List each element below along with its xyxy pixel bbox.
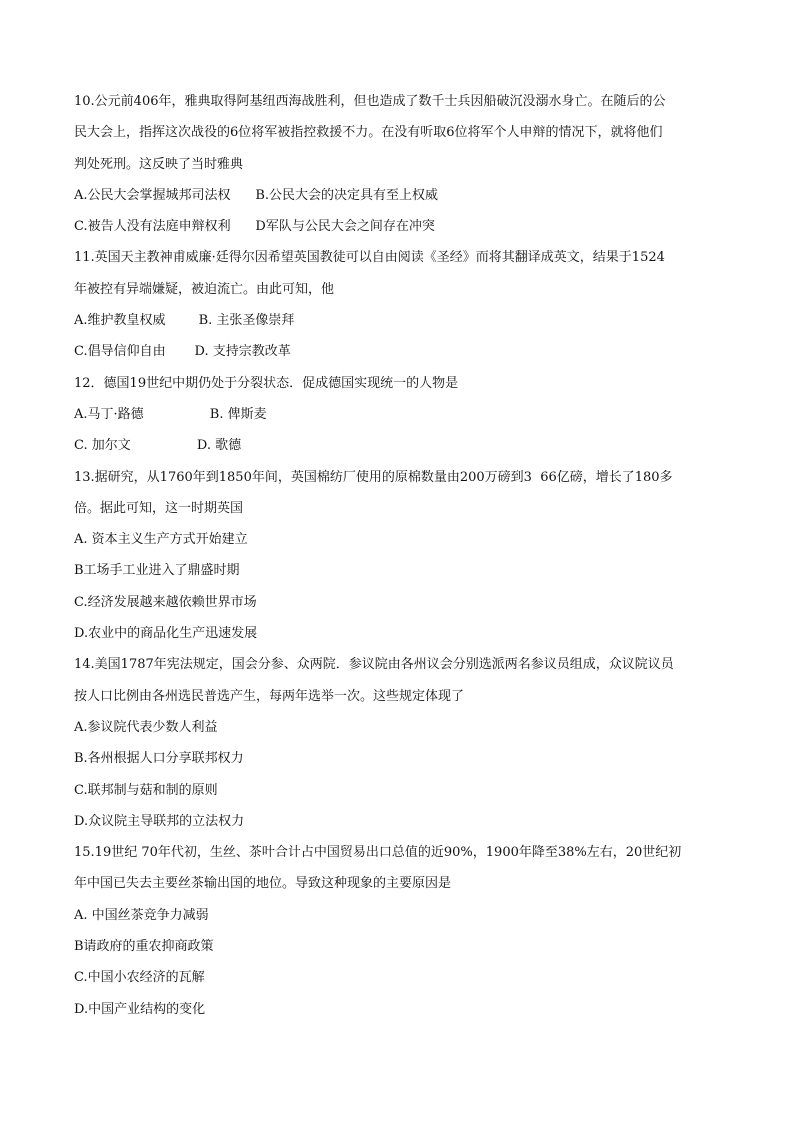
q10-options-cd: C.被告人没有法庭申辩权利 D军队与公民大会之间存在冲突 xyxy=(74,219,435,235)
q11-options-cd: C.倡导信仰自由 D. 支持宗教改革 xyxy=(74,344,291,360)
q11-stem-line2: 年被控有异端嫌疑，被迫流亡。由此可知，他 xyxy=(74,281,335,297)
q15-option-d: D.中国产业结构的变化 xyxy=(74,1001,206,1017)
q15-stem-line2: 年中国已失去主要丝茶输出国的地位。导致这种现象的主要原因是 xyxy=(74,876,452,892)
q12-options-ab: A.马丁·路德 B. 俾斯麦 xyxy=(74,406,267,422)
q13-option-a: A. 资本主义生产方式开始建立 xyxy=(74,532,248,548)
q11-options-ab: A.维护教皇权威 B. 主张圣像崇拜 xyxy=(74,313,295,329)
q15-stem-line1: 15.19世纪 70年代初，生丝、茶叶合计占中国贸易出口总值的近90%，1900年降至38%左右，20世纪初 xyxy=(74,845,682,861)
q13-option-d: D.农业中的商品化生产迅速发展 xyxy=(74,626,258,642)
q10-options-ab: A.公民大会掌握城邦司法权 B.公民大会的决定具有至上权威 xyxy=(74,187,439,203)
q13-option-b: B工场手工业进入了鼎盛时期 xyxy=(74,563,240,579)
q14-option-d: D.众议院主导联邦的立法权力 xyxy=(74,813,245,829)
q15-option-a: A. 中国丝茶竞争力减弱 xyxy=(74,907,209,923)
q14-option-a: A.参议院代表少数人利益 xyxy=(74,719,218,735)
exam-page xyxy=(74,86,726,1025)
q12-options-cd: C. 加尔文 D. 歌德 xyxy=(74,438,242,454)
q14-option-c: C.联邦制与菇和制的原则 xyxy=(74,782,218,798)
q13-stem-line1: 13.据研究，从1760年到1850年间，英国棉纺厂使用的原棉数量由200万磅到3 66亿磅，增长了180多 xyxy=(74,469,673,485)
q14-stem-line2: 按人口比例由各州选民普选产生，每两年选举一次。这些规定体现了 xyxy=(74,688,465,704)
q10-stem-line1: 10.公元前406年，雅典取得阿基纽西海战胜利，但也造成了数千士兵因船破沉没溺水身亡。在随后的公 xyxy=(74,94,666,109)
q14-option-b: B.各州根据人口分享联邦权力 xyxy=(74,751,244,767)
q13-option-c: C.经济发展越来越依赖世界市场 xyxy=(74,594,257,610)
q11-stem-line1: 11.英国天主教神甫威廉·廷得尔因希望英国教徒可以自由阅读《圣经》而将其翻译成英文，结果于1524 xyxy=(74,250,665,266)
q13-stem-line2: 倍。据此可知，这一时期英国 xyxy=(74,500,244,516)
q12-stem: 12．德国19世纪中期仍处于分裂状态．促成德国实现统一的人物是 xyxy=(74,375,459,391)
q15-option-c: C.中国小农经济的瓦解 xyxy=(74,970,205,986)
q14-stem-line1: 14.美国1787年宪法规定，国会分参、众两院．参议院由各州议会分别选派两名参议员组成，众议院议员 xyxy=(74,657,674,673)
q10-stem-line3: 判处死刑。这反映了当时雅典 xyxy=(74,156,244,172)
q15-option-b: B请政府的重农抑商政策 xyxy=(74,939,214,955)
q10-stem-line2: 民大会上，指挥这次战役的6位将军被指控救援不力。在没有听取6位将军个人申辩的情况下，就将他们 xyxy=(74,125,663,141)
